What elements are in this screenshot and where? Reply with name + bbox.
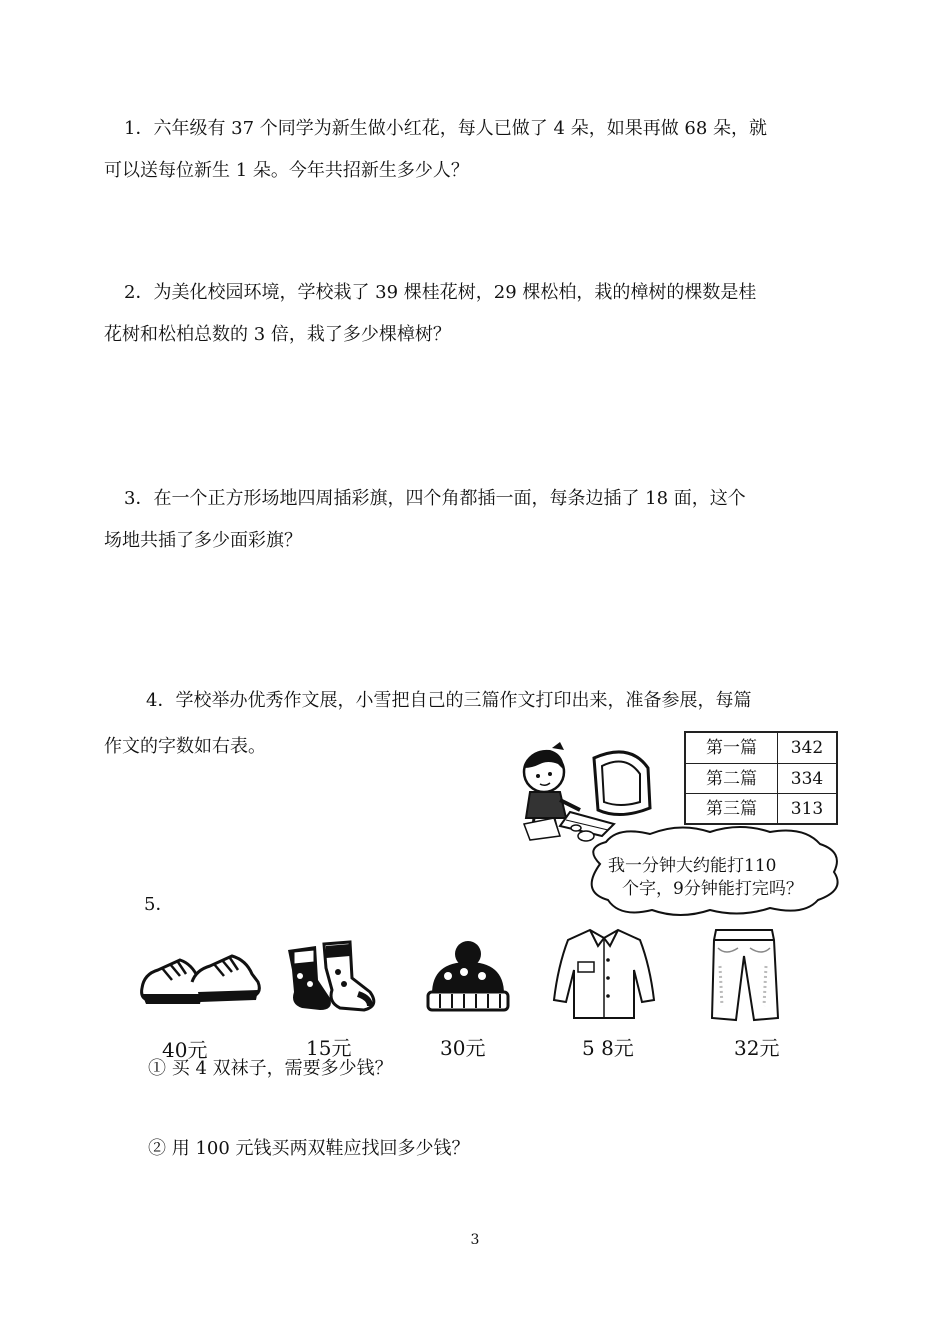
socks-price: 15元 [306,1036,352,1060]
essay-word-count: 334 [790,769,824,789]
q1-line1: 1．六年级有 37 个同学为新生做小红花，每人已做了 4 朵，如果再做 68 朵，就 [124,118,768,139]
q3-line1: 3．在一个正方形场地四周插彩旗，四个角都插一面，每条边插了 18 面，这个 [124,488,746,509]
socks-icon [284,940,380,1014]
q2-line1: 2．为美化校园环境，学校栽了 39 棵桂花树，29 棵松柏，栽的樟树的棵数是桂 [124,282,757,303]
q5-sub1: ① 买 4 双袜子，需要多少钱？ [148,1058,393,1079]
essay-name: 第二篇 [686,764,778,794]
q3-line2: 场地共插了多少面彩旗？ [104,530,302,551]
q4-line2: 作文的字数如右表。 [104,736,266,757]
essay-word-count: 342 [790,738,824,758]
q2-line2: 花树和松柏总数的 3 倍，栽了多少棵樟树？ [104,324,451,345]
speech-bubble-line1: 我一分钟大约能打110 [608,856,777,876]
pants-icon [706,926,782,1024]
shirt-price: 5 8元 [582,1036,634,1060]
page-number: 3 [470,1232,480,1248]
q1-line2: 可以送每位新生 1 朵。今年共招新生多少人？ [104,160,469,181]
essay-word-count: 313 [790,799,824,819]
speech-bubble-line2: 个字，9分钟能打完吗？ [622,879,803,899]
table-row [686,733,836,763]
shirt-icon [548,926,660,1022]
essay-name: 第一篇 [686,733,778,763]
table-row [686,763,836,794]
q4-line1: 4．学校举办优秀作文展，小雪把自己的三篇作文打印出来，准备参展，每篇 [146,690,752,711]
q5-sub2: ② 用 100 元钱买两双鞋应找回多少钱？ [148,1138,470,1159]
pants-price: 32元 [734,1036,780,1060]
essay-word-count-table [684,731,838,825]
shoes-price: 40元 [162,1038,208,1062]
hat-price: 30元 [440,1036,486,1060]
essay-name: 第三篇 [686,794,778,824]
shoes-icon [138,952,262,1008]
q5-number: 5． [144,894,174,915]
hat-icon [424,938,512,1016]
